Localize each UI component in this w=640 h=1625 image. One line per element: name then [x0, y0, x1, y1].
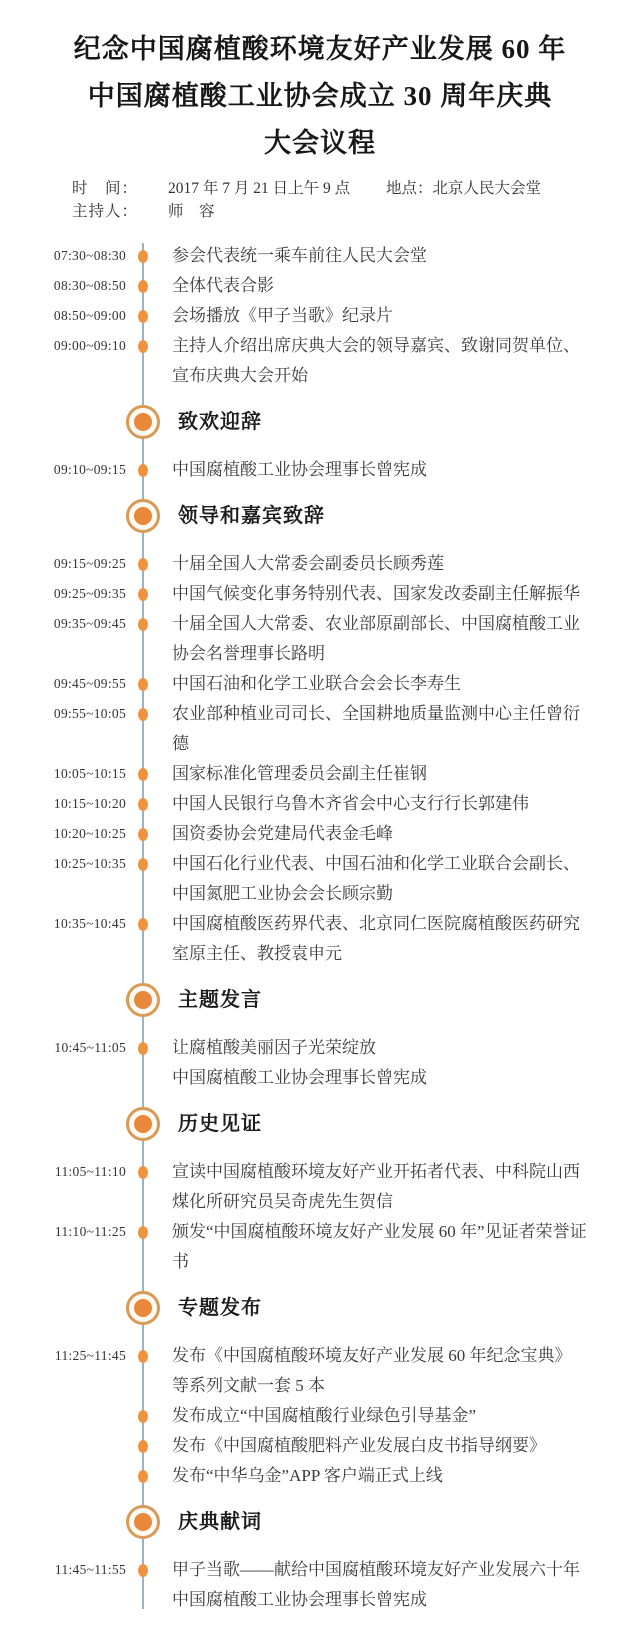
event-time: 11:25~11:45 [54, 1348, 126, 1363]
timeline-dot [126, 1431, 160, 1453]
event-text: 让腐植酸美丽因子光荣绽放 [172, 1038, 376, 1057]
event-time: 10:45~11:05 [54, 1040, 126, 1055]
event-time: 09:00~09:10 [53, 338, 126, 353]
dot-icon [138, 618, 148, 631]
event-text: 中国腐植酸工业协会理事长曾宪成 [172, 1068, 427, 1087]
timeline-event [0, 759, 640, 789]
event-time: 11:10~11:25 [54, 1224, 126, 1239]
timeline-event [0, 331, 640, 391]
section-core-icon [134, 507, 152, 525]
section-ring-icon [126, 1505, 160, 1539]
timeline-dot [126, 699, 160, 721]
event-text: 甲子当歌——献给中国腐植酸环境友好产业发展六十年 [172, 1560, 580, 1579]
section-circle-icon [126, 1107, 160, 1141]
event-time: 10:35~10:45 [53, 916, 126, 931]
event-text: 全体代表合影 [172, 276, 274, 295]
timeline-event [0, 1461, 640, 1491]
timeline-event [0, 699, 640, 759]
location-value: 地点：北京人民大会堂 [386, 180, 542, 197]
event-text: 宣读中国腐植酸环境友好产业开拓者代表、中科院山西煤化所研究员吴奇虎先生贺信 [172, 1162, 580, 1211]
title-line-3: 大会议程 [264, 128, 376, 158]
timeline-dot [126, 1461, 160, 1483]
section-ring-icon [126, 1107, 160, 1141]
timeline-event [0, 1401, 640, 1431]
timeline-event [0, 819, 640, 849]
timeline-event [0, 849, 640, 909]
section-title: 历史见证 [178, 1113, 262, 1135]
timeline-section [0, 405, 640, 439]
timeline-section [0, 1505, 640, 1539]
timeline-dot [126, 1033, 160, 1055]
event-time: 08:30~08:50 [53, 278, 126, 293]
timeline-dot [126, 849, 160, 871]
event-time: 10:15~10:20 [53, 796, 126, 811]
section-title: 专题发布 [178, 1297, 262, 1319]
event-text: 中国人民银行乌鲁木齐省会中心支行行长郭建伟 [172, 794, 529, 813]
timeline-dot [126, 549, 160, 571]
section-circle-icon [126, 1505, 160, 1539]
section-ring-icon [126, 983, 160, 1017]
timeline-items [0, 241, 640, 1615]
section-core-icon [134, 991, 152, 1009]
section-core-icon [134, 1115, 152, 1133]
timeline-dot [126, 1555, 160, 1577]
timeline-event [0, 609, 640, 669]
event-time: 09:35~09:45 [53, 616, 126, 631]
event-text: 发布《中国腐植酸肥料产业发展白皮书指导纲要》 [172, 1436, 546, 1455]
time-value: 2017 年 7 月 21 日上午 9 点 [168, 180, 351, 197]
event-time [0, 1461, 126, 1468]
timeline-event [0, 1157, 640, 1217]
event-time [0, 1107, 126, 1114]
event-time: 07:30~08:30 [53, 248, 126, 263]
timeline-dot [126, 609, 160, 631]
timeline-dot [126, 669, 160, 691]
event-text: 发布成立“中国腐植酸行业绿色引导基金” [172, 1406, 477, 1425]
section-title: 领导和嘉宾致辞 [178, 505, 325, 527]
event-time: 10:20~10:25 [53, 826, 126, 841]
timeline-event [0, 241, 640, 271]
event-time: 11:45~11:55 [54, 1562, 126, 1577]
timeline-event [0, 1217, 640, 1277]
timeline-event [0, 789, 640, 819]
dot-icon [138, 918, 148, 931]
timeline-dot [126, 909, 160, 931]
event-text: 十届全国人大常委会副委员长顾秀莲 [172, 554, 444, 573]
event-text: 中国腐植酸工业协会理事长曾宪成 [172, 460, 427, 479]
event-time [0, 1431, 126, 1438]
timeline-dot [126, 1217, 160, 1239]
meta-block [0, 177, 640, 223]
event-text: 中国腐植酸医药界代表、北京同仁医院腐植酸医药研究室原主任、教授袁申元 [172, 914, 580, 963]
event-time: 10:05~10:15 [53, 766, 126, 781]
timeline-event [0, 669, 640, 699]
event-text: 中国石化行业代表、中国石油和化学工业联合会副长、中国氮肥工业协会会长顾宗勤 [172, 854, 580, 903]
timeline-event [0, 301, 640, 331]
dot-icon [138, 310, 148, 323]
event-time [0, 405, 126, 412]
event-text: 发布《中国腐植酸环境友好产业发展 60 年纪念宝典》等系列文献一套 5 本 [172, 1346, 572, 1395]
section-circle-icon [126, 499, 160, 533]
timeline-event [0, 1033, 640, 1093]
section-core-icon [134, 413, 152, 431]
event-time: 09:15~09:25 [53, 556, 126, 571]
section-ring-icon [126, 499, 160, 533]
event-text: 参会代表统一乘车前往人民大会堂 [172, 246, 427, 265]
event-text: 中国腐植酸工业协会理事长曾宪成 [172, 1590, 427, 1609]
event-time [0, 499, 126, 506]
dot-icon [138, 858, 148, 871]
event-text: 农业部种植业司司长、全国耕地质量监测中心主任曾衍德 [172, 704, 580, 753]
section-circle-icon [126, 405, 160, 439]
timeline-event [0, 909, 640, 969]
agenda-header [0, 26, 640, 223]
dot-icon [138, 1350, 148, 1363]
dot-icon [138, 280, 148, 293]
host-value: 师 容 [168, 203, 215, 220]
section-circle-icon [126, 983, 160, 1017]
event-text: 中国石油和化学工业联合会会长李寿生 [172, 674, 461, 693]
dot-icon [138, 1564, 148, 1577]
dot-icon [138, 250, 148, 263]
title-line-2: 中国腐植酸工业协会成立 30 周年庆典 [87, 81, 553, 111]
event-time [0, 983, 126, 990]
section-title: 主题发言 [178, 989, 262, 1011]
event-text: 国资委协会党建局代表金毛峰 [172, 824, 393, 843]
timeline-dot [126, 1157, 160, 1179]
event-time: 10:25~10:35 [53, 856, 126, 871]
section-core-icon [134, 1513, 152, 1531]
timeline-event [0, 455, 640, 485]
timeline-dot [126, 241, 160, 263]
dot-icon [138, 1440, 148, 1453]
timeline-section [0, 1107, 640, 1141]
dot-icon [138, 1410, 148, 1423]
title-line-1: 纪念中国腐植酸环境友好产业发展 60 年 [73, 34, 567, 64]
event-text: 主持人介绍出席庆典大会的领导嘉宾、致谢同贺单位、宣布庆典大会开始 [172, 336, 580, 385]
timeline-dot [126, 301, 160, 323]
event-text: 会场播放《甲子当歌》纪录片 [172, 306, 393, 325]
timeline-dot [126, 1401, 160, 1423]
event-time [0, 1401, 126, 1408]
timeline-dot [126, 455, 160, 477]
host-label: 主持人： [72, 203, 139, 220]
timeline-dot [126, 759, 160, 781]
meta-row-host [0, 200, 640, 223]
timeline-section [0, 499, 640, 533]
timeline-dot [126, 789, 160, 811]
dot-icon [138, 798, 148, 811]
meta-row-time [0, 177, 640, 200]
timeline [0, 241, 640, 1625]
event-text: 中国气候变化事务特别代表、国家发改委副主任解振华 [172, 584, 580, 603]
event-text: 十届全国人大常委、农业部原副部长、中国腐植酸工业协会名誉理事长路明 [172, 614, 580, 663]
timeline-event [0, 1555, 640, 1615]
timeline-dot [126, 331, 160, 353]
section-title: 致欢迎辞 [178, 411, 262, 433]
dot-icon [138, 768, 148, 781]
event-text: 发布“中华乌金”APP 客户端正式上线 [172, 1466, 443, 1485]
timeline-event [0, 549, 640, 579]
dot-icon [138, 464, 148, 477]
timeline-dot [126, 271, 160, 293]
event-time: 09:25~09:35 [53, 586, 126, 601]
section-ring-icon [126, 405, 160, 439]
dot-icon [138, 1470, 148, 1483]
section-title: 庆典献词 [178, 1511, 262, 1533]
section-core-icon [134, 1299, 152, 1317]
event-time [0, 1505, 126, 1512]
event-time: 09:55~10:05 [53, 706, 126, 721]
event-time: 09:45~09:55 [53, 676, 126, 691]
event-time: 11:05~11:10 [54, 1164, 126, 1179]
dot-icon [138, 558, 148, 571]
event-time: 09:10~09:15 [53, 462, 126, 477]
time-label: 时 间： [72, 180, 139, 197]
timeline-dot [126, 1341, 160, 1363]
event-time [0, 1291, 126, 1298]
dot-icon [138, 828, 148, 841]
dot-icon [138, 1226, 148, 1239]
dot-icon [138, 678, 148, 691]
dot-icon [138, 1166, 148, 1179]
timeline-section [0, 983, 640, 1017]
event-text: 国家标准化管理委员会副主任崔钢 [172, 764, 427, 783]
timeline-section [0, 1291, 640, 1325]
timeline-dot [126, 819, 160, 841]
timeline-event [0, 271, 640, 301]
dot-icon [138, 340, 148, 353]
section-ring-icon [126, 1291, 160, 1325]
dot-icon [138, 1042, 148, 1055]
section-circle-icon [126, 1291, 160, 1325]
event-text: 颁发“中国腐植酸环境友好产业发展 60 年”见证者荣誉证书 [172, 1222, 587, 1271]
timeline-event [0, 579, 640, 609]
timeline-dot [126, 579, 160, 601]
timeline-event [0, 1431, 640, 1461]
dot-icon [138, 588, 148, 601]
dot-icon [138, 708, 148, 721]
event-time: 08:50~09:00 [53, 308, 126, 323]
timeline-event [0, 1341, 640, 1401]
